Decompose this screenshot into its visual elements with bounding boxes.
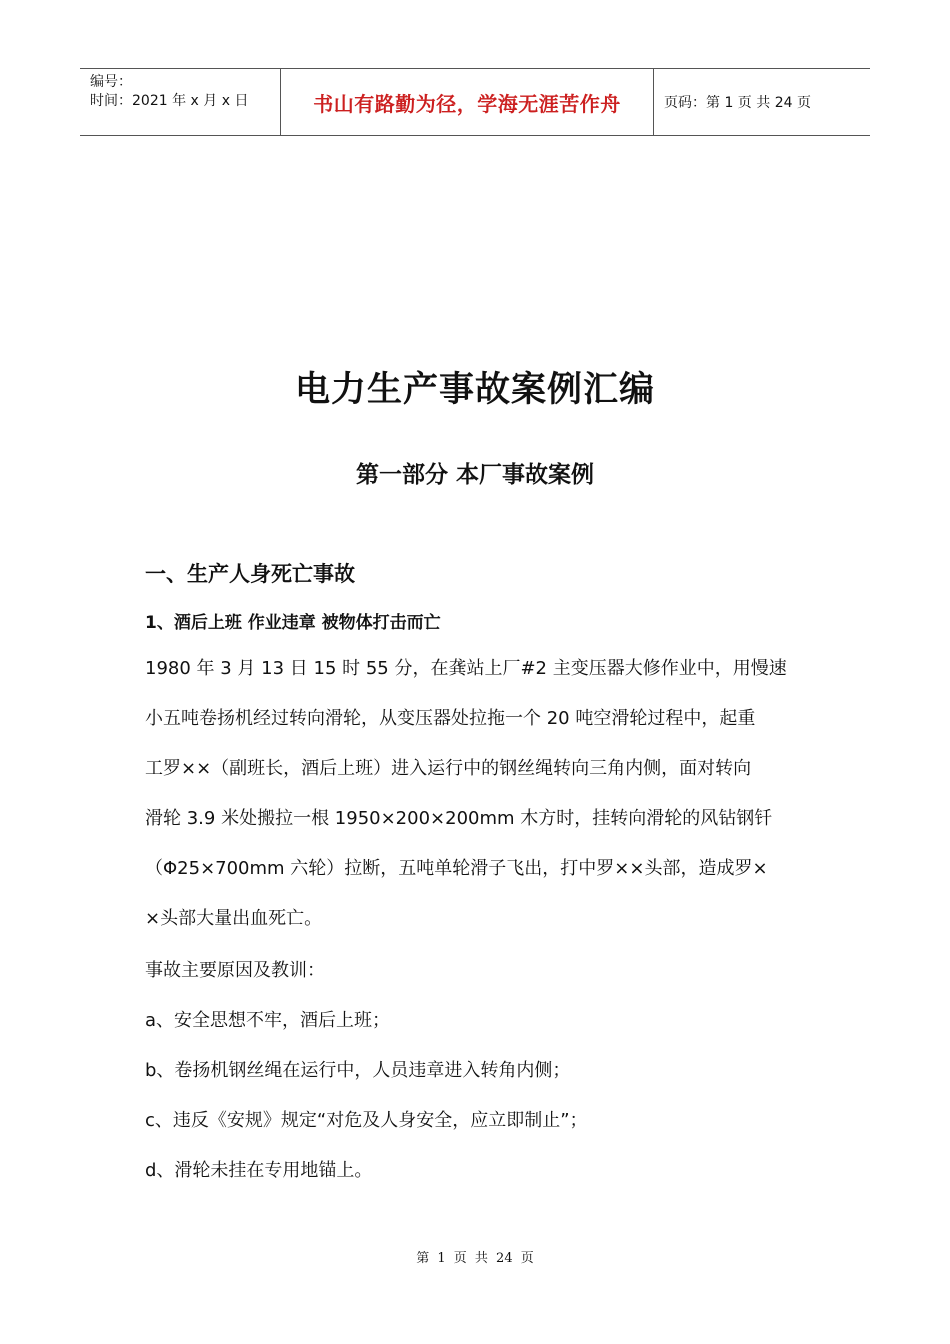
header-motto-cell (281, 69, 654, 135)
document-number-label: 编号： (90, 74, 132, 90)
case-line: ×头部大量出血死亡。 (145, 908, 323, 929)
header-info-cell (80, 69, 281, 135)
lesson-item: b、卷扬机钢丝绳在运行中，人员违章进入转角内侧； (145, 1060, 571, 1081)
case-description (145, 644, 807, 944)
header-motto: 书山有路勤为径，学海无涯苦作舟 (313, 91, 621, 116)
case-line: （Φ25×700mm 六轮）拉断，五吨单轮滑子飞出，打中罗××头部，造成罗× (145, 858, 768, 879)
case-line: 滑轮 3.9 米处搬拉一根 1950×200×200mm 木方时，挂转向滑轮的风钻钢钎 (145, 808, 773, 829)
header-page-cell (654, 69, 870, 135)
page-footer: 第 1 页 共 24 页 (416, 1251, 534, 1266)
lesson-item: d、滑轮未挂在专用地锚上。 (145, 1160, 373, 1181)
lessons-heading: 事故主要原因及教训： (145, 960, 325, 981)
case-line: 1980 年 3 月 13 日 15 时 55 分，在龚站上厂#2 主变压器大修作业中，用慢速 (145, 658, 787, 679)
part-title: 第一部分 本厂事故案例 (355, 462, 594, 488)
document-title: 电力生产事故案例汇编 (294, 370, 655, 410)
case-line: 工罗××（副班长，酒后上班）进入运行中的钢丝绳转向三角内侧，面对转向 (145, 758, 752, 779)
case-heading: 1、酒后上班 作业违章 被物体打击而亡 (145, 613, 441, 633)
lesson-item: a、安全思想不牢，酒后上班； (145, 1010, 391, 1031)
section-heading: 一、生产人身死亡事故 (145, 562, 355, 586)
case-line: 小五吨卷扬机经过转向滑轮，从变压器处拉拖一个 20 吨空滑轮过程中，起重 (145, 708, 756, 729)
document-date-label: 时间：2021 年 x 月 x 日 (90, 93, 249, 109)
header-page-info: 页码：第 1 页 共 24 页 (664, 95, 811, 111)
header-table (80, 68, 870, 136)
lesson-item: c、违反《安规》规定“对危及人身安全，应立即制止”； (145, 1110, 588, 1131)
